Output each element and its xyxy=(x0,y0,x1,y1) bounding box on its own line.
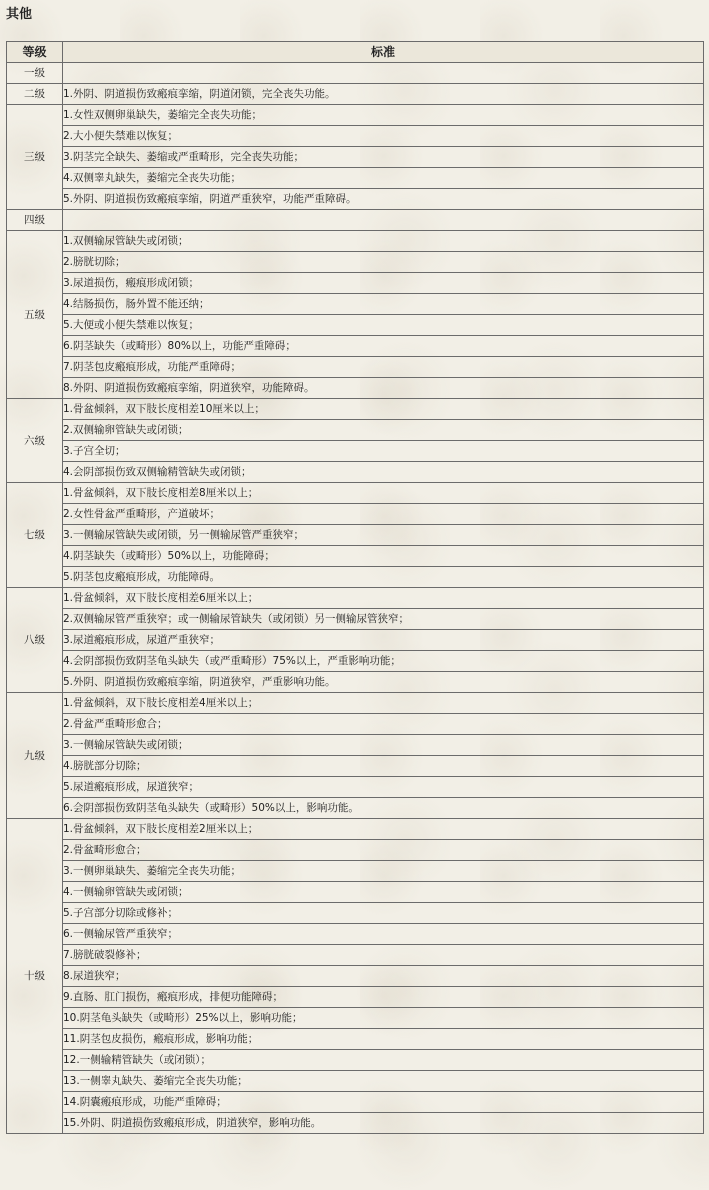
table-row xyxy=(7,714,704,735)
standard-cell: 2.大小便失禁难以恢复； xyxy=(63,126,704,147)
standard-cell: 1.双侧输尿管缺失或闭锁； xyxy=(63,231,704,252)
table-row xyxy=(7,294,704,315)
standard-cell: 1.骨盆倾斜，双下肢长度相差6厘米以上； xyxy=(63,588,704,609)
grade-cell: 一级 xyxy=(7,63,63,84)
standard-cell: 4.一侧输卵管缺失或闭锁； xyxy=(63,882,704,903)
disability-grade-table xyxy=(6,41,704,1134)
table-row xyxy=(7,903,704,924)
standard-cell: 10.阴茎龟头缺失（或畸形）25%以上，影响功能； xyxy=(63,1008,704,1029)
standard-cell: 4.会阴部损伤致阴茎龟头缺失（或严重畸形）75%以上，严重影响功能； xyxy=(63,651,704,672)
grade-cell: 八级 xyxy=(7,588,63,693)
table-row xyxy=(7,861,704,882)
standard-cell: 7.阴茎包皮瘢痕形成，功能严重障碍； xyxy=(63,357,704,378)
standard-cell: 1.骨盆倾斜，双下肢长度相差2厘米以上； xyxy=(63,819,704,840)
table-row xyxy=(7,378,704,399)
standard-cell: 9.直肠、肛门损伤，瘢痕形成，排便功能障碍； xyxy=(63,987,704,1008)
standard-cell: 3.子宫全切； xyxy=(63,441,704,462)
standard-cell: 5.外阴、阴道损伤致瘢痕挛缩，阴道严重狭窄，功能严重障碍。 xyxy=(63,189,704,210)
table-row xyxy=(7,63,704,84)
table-row xyxy=(7,588,704,609)
table-body xyxy=(7,63,704,1134)
standard-cell: 8.外阴、阴道损伤致瘢痕挛缩，阴道狭窄，功能障碍。 xyxy=(63,378,704,399)
table-row xyxy=(7,1071,704,1092)
standard-cell: 2.骨盆严重畸形愈合； xyxy=(63,714,704,735)
table-row xyxy=(7,105,704,126)
standard-cell: 1.外阴、阴道损伤致瘢痕挛缩，阴道闭锁，完全丧失功能。 xyxy=(63,84,704,105)
standard-cell: 5.外阴、阴道损伤致瘢痕挛缩，阴道狭窄，严重影响功能。 xyxy=(63,672,704,693)
grade-cell: 三级 xyxy=(7,105,63,210)
table-row xyxy=(7,777,704,798)
standard-cell: 6.一侧输尿管严重狭窄； xyxy=(63,924,704,945)
table-row xyxy=(7,1050,704,1071)
standard-cell: 1.骨盆倾斜，双下肢长度相差8厘米以上； xyxy=(63,483,704,504)
table-row xyxy=(7,441,704,462)
standard-cell: 6.会阴部损伤致阴茎龟头缺失（或畸形）50%以上，影响功能。 xyxy=(63,798,704,819)
table-row xyxy=(7,798,704,819)
table-row xyxy=(7,147,704,168)
table-row xyxy=(7,1092,704,1113)
standard-cell: 2.骨盆畸形愈合； xyxy=(63,840,704,861)
table-row xyxy=(7,1113,704,1134)
standard-cell: 1.骨盆倾斜，双下肢长度相差10厘米以上； xyxy=(63,399,704,420)
table-row xyxy=(7,840,704,861)
table-row xyxy=(7,567,704,588)
standard-cell: 8.尿道狭窄； xyxy=(63,966,704,987)
standard-cell: 5.大便或小便失禁难以恢复； xyxy=(63,315,704,336)
table-row xyxy=(7,504,704,525)
table-row xyxy=(7,525,704,546)
table-row xyxy=(7,924,704,945)
standard-cell: 7.膀胱破裂修补； xyxy=(63,945,704,966)
table-row xyxy=(7,735,704,756)
table-row xyxy=(7,693,704,714)
header-standard: 标准 xyxy=(63,42,704,63)
table-row xyxy=(7,273,704,294)
table-row xyxy=(7,987,704,1008)
standard-cell: 3.尿道损伤，瘢痕形成闭锁； xyxy=(63,273,704,294)
standard-cell: 3.一侧卵巢缺失、萎缩完全丧失功能； xyxy=(63,861,704,882)
table-row xyxy=(7,630,704,651)
standard-cell: 2.膀胱切除； xyxy=(63,252,704,273)
standard-cell: 2.双侧输尿管严重狭窄；或一侧输尿管缺失（或闭锁）另一侧输尿管狭窄； xyxy=(63,609,704,630)
standard-cell xyxy=(63,210,704,231)
standard-cell: 15.外阴、阴道损伤致瘢痕形成，阴道狭窄，影响功能。 xyxy=(63,1113,704,1134)
table-row xyxy=(7,210,704,231)
grade-cell: 五级 xyxy=(7,231,63,399)
table-row xyxy=(7,651,704,672)
table-row xyxy=(7,84,704,105)
standard-cell: 5.尿道瘢痕形成，尿道狭窄； xyxy=(63,777,704,798)
table-row xyxy=(7,231,704,252)
standard-cell: 11.阴茎包皮损伤，瘢痕形成，影响功能； xyxy=(63,1029,704,1050)
standard-cell: 13.一侧睾丸缺失、萎缩完全丧失功能； xyxy=(63,1071,704,1092)
table-header-row xyxy=(7,42,704,63)
table-row xyxy=(7,399,704,420)
header-grade: 等级 xyxy=(7,42,63,63)
table-row xyxy=(7,966,704,987)
table-row xyxy=(7,672,704,693)
table-row xyxy=(7,420,704,441)
table-row xyxy=(7,1008,704,1029)
table-row xyxy=(7,462,704,483)
standard-cell: 1.女性双侧卵巢缺失，萎缩完全丧失功能； xyxy=(63,105,704,126)
table-row xyxy=(7,756,704,777)
table-row xyxy=(7,819,704,840)
table-row xyxy=(7,252,704,273)
standard-cell: 12.一侧输精管缺失（或闭锁）； xyxy=(63,1050,704,1071)
section-heading: 其他 xyxy=(6,7,33,22)
standard-cell: 3.一侧输尿管缺失或闭锁； xyxy=(63,735,704,756)
standard-cell: 4.会阴部损伤致双侧输精管缺失或闭锁； xyxy=(63,462,704,483)
standard-cell: 5.阴茎包皮瘢痕形成，功能障碍。 xyxy=(63,567,704,588)
table-row xyxy=(7,315,704,336)
table-row xyxy=(7,126,704,147)
grade-cell: 四级 xyxy=(7,210,63,231)
standard-cell: 3.阴茎完全缺失、萎缩或严重畸形，完全丧失功能； xyxy=(63,147,704,168)
grade-cell: 十级 xyxy=(7,819,63,1134)
table-row xyxy=(7,357,704,378)
standard-cell: 4.结肠损伤，肠外置不能还纳； xyxy=(63,294,704,315)
table-row xyxy=(7,168,704,189)
table-row xyxy=(7,483,704,504)
standard-cell: 4.膀胱部分切除； xyxy=(63,756,704,777)
grade-cell: 九级 xyxy=(7,693,63,819)
standard-cell: 3.一侧输尿管缺失或闭锁，另一侧输尿管严重狭窄； xyxy=(63,525,704,546)
standard-cell: 2.双侧输卵管缺失或闭锁； xyxy=(63,420,704,441)
standard-cell: 2.女性骨盆严重畸形，产道破坏； xyxy=(63,504,704,525)
standard-cell: 4.阴茎缺失（或畸形）50%以上，功能障碍； xyxy=(63,546,704,567)
grade-cell: 二级 xyxy=(7,84,63,105)
standard-cell: 5.子宫部分切除或修补； xyxy=(63,903,704,924)
table-row xyxy=(7,882,704,903)
table-row xyxy=(7,336,704,357)
table-row xyxy=(7,945,704,966)
standard-cell: 14.阴囊瘢痕形成，功能严重障碍； xyxy=(63,1092,704,1113)
standard-cell: 3.尿道瘢痕形成，尿道严重狭窄； xyxy=(63,630,704,651)
table-row xyxy=(7,546,704,567)
table-row xyxy=(7,1029,704,1050)
standard-cell: 1.骨盆倾斜，双下肢长度相差4厘米以上； xyxy=(63,693,704,714)
table-row xyxy=(7,189,704,210)
standard-cell xyxy=(63,63,704,84)
grade-cell: 七级 xyxy=(7,483,63,588)
grade-cell: 六级 xyxy=(7,399,63,483)
table-row xyxy=(7,609,704,630)
standard-cell: 6.阴茎缺失（或畸形）80%以上，功能严重障碍； xyxy=(63,336,704,357)
standard-cell: 4.双侧睾丸缺失，萎缩完全丧失功能； xyxy=(63,168,704,189)
